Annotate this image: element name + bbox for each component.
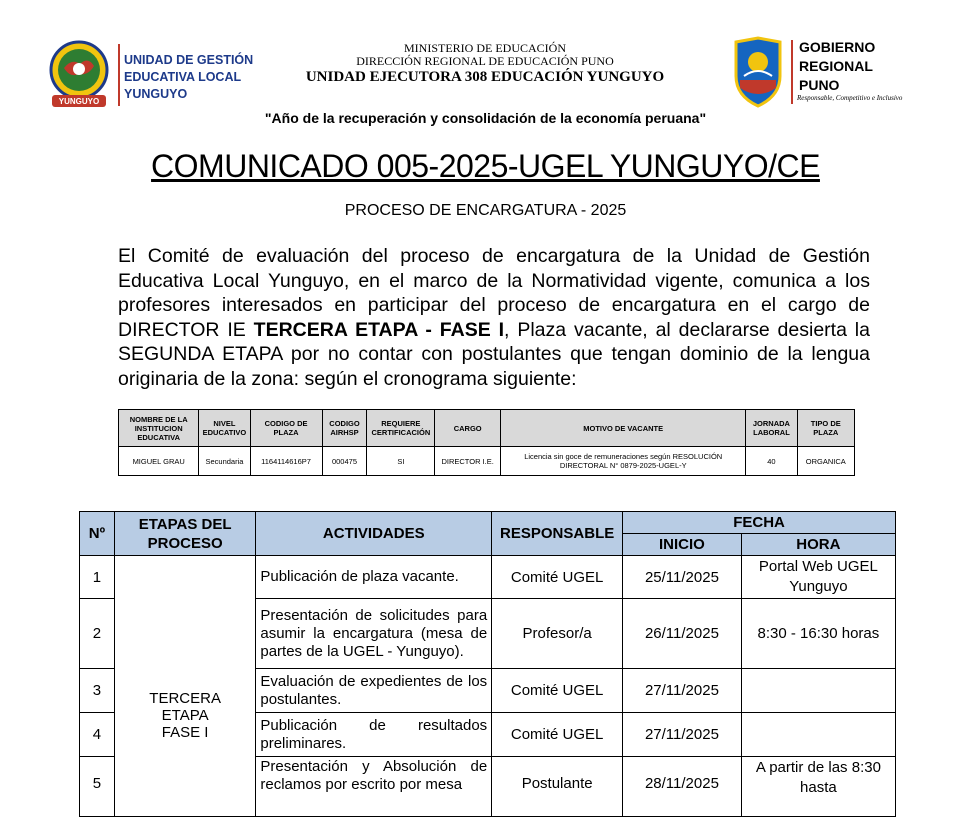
document-title: COMUNICADO 005-2025-UGEL YUNGUYO/CE <box>151 148 820 184</box>
row-num: 5 <box>80 757 115 817</box>
col-num: Nº <box>80 512 115 556</box>
row-time: A partir de las 8:30 hasta <box>741 757 895 817</box>
col-start: INICIO <box>623 534 742 556</box>
col-time: HORA <box>741 534 895 556</box>
cell-level: Secundaria <box>199 447 250 476</box>
cell-jornada: 40 <box>746 447 797 476</box>
year-motto: "Año de la recuperación y consolidación de la economía peruana" <box>264 110 707 126</box>
schedule-header-row <box>80 512 896 534</box>
row-num: 3 <box>80 669 115 713</box>
row-start: 27/11/2025 <box>623 669 742 713</box>
row-responsible: Comité UGEL <box>492 669 623 713</box>
col-cargo: CARGO <box>435 410 501 447</box>
row-activity: Publicación de plaza vacante. <box>256 556 492 599</box>
row-num: 4 <box>80 713 115 757</box>
cell-plaza-code: 1164114616P7 <box>250 447 322 476</box>
cell-certification: SI <box>367 447 435 476</box>
col-responsible: RESPONSABLE <box>492 512 623 556</box>
col-institution: NOMBRE DE LA INSTITUCION EDUCATIVA <box>119 410 199 447</box>
col-date: FECHA <box>623 512 896 534</box>
cell-tipo: ORGANICA <box>797 447 854 476</box>
vacancy-table <box>118 409 855 476</box>
cell-cargo: DIRECTOR I.E. <box>435 447 501 476</box>
document-subtitle: PROCESO DE ENCARGATURA - 2025 <box>344 202 627 219</box>
ugel-separator <box>118 44 120 106</box>
cell-motivo: Licencia sin goce de remuneraciones según RESOLUCIÓN DIRECTORAL N° 0879-2025-UGEL-Y <box>501 447 746 476</box>
cell-institution: MIGUEL GRAU <box>119 447 199 476</box>
gob-separator <box>791 40 793 104</box>
ugel-name: UNIDAD DE GESTIÓN EDUCATIVA LOCAL YUNGUYO <box>124 53 254 101</box>
institution-header <box>270 42 700 87</box>
col-jornada: JORNADA LABORAL <box>746 410 797 447</box>
col-tipo: TIPO DE PLAZA <box>797 410 854 447</box>
col-airhsp: CODIGO AIRHSP <box>322 410 367 447</box>
row-start: 28/11/2025 <box>623 757 742 817</box>
row-activity: Presentación de solicitudes para asumir la encargatura (mesa de partes de la UGEL - Yunguyo). <box>256 599 492 669</box>
row-responsible: Postulante <box>492 757 623 817</box>
ugel-logo <box>48 40 110 110</box>
vacancy-table-header <box>119 410 855 447</box>
row-activity: Presentación y Absolución de reclamos por escrito por mesa <box>256 757 492 817</box>
row-time <box>741 713 895 757</box>
row-time <box>741 669 895 713</box>
cell-airhsp: 000475 <box>322 447 367 476</box>
col-certification: REQUIERE CERTIFICACIÓN <box>367 410 435 447</box>
row-start: 25/11/2025 <box>623 556 742 599</box>
col-level: NIVEL EDUCATIVO <box>199 410 250 447</box>
gobierno-regional-name: GOBIERNO REGIONAL PUNO <box>799 39 876 93</box>
row-start: 27/11/2025 <box>623 713 742 757</box>
schedule-table <box>79 511 896 817</box>
svg-text:YUNGUYO: YUNGUYO <box>58 97 100 106</box>
gobierno-slogan: Responsable, Competitivo e Inclusivo <box>797 94 903 102</box>
col-stage: ETAPAS DEL PROCESO <box>114 512 255 556</box>
col-plaza-code: CODIGO DE PLAZA <box>250 410 322 447</box>
col-motivo: MOTIVO DE VACANTE <box>501 410 746 447</box>
executing-unit: UNIDAD EJECUTORA 308 EDUCACIÓN YUNGUYO <box>305 69 665 85</box>
col-activities: ACTIVIDADES <box>256 512 492 556</box>
row-activity: Publicación de resultados preliminares. <box>256 713 492 757</box>
row-responsible: Profesor/a <box>492 599 623 669</box>
row-responsible: Comité UGEL <box>492 713 623 757</box>
regional-directorate: DIRECCIÓN REGIONAL DE EDUCACIÓN PUNO <box>356 54 614 68</box>
announcement-paragraph: El Comité de evaluación del proceso de encargatura de la Unidad de Gestión Educativa Local Yunguyo, en el marco de la Normatividad vigente, comunica a los profesores interesados en participar del proceso de encargatura en el cargo de DIRECTOR IE TERCERA ETAPA - FASE I, Plaza vacante, al declararse desierta la SEGUNDA ETAPA por no contar con postulantes que tengan dominio de la lengua originaria de la zona: según el cronograma siguiente: <box>118 245 870 390</box>
table-row <box>119 447 855 476</box>
gobierno-regional-logo <box>730 36 786 108</box>
stage-cell: TERCERA ETAPA FASE I <box>114 556 255 817</box>
row-responsible: Comité UGEL <box>492 556 623 599</box>
row-num: 1 <box>80 556 115 599</box>
row-activity: Evaluación de expedientes de los postulantes. <box>256 669 492 713</box>
row-start: 26/11/2025 <box>623 599 742 669</box>
row-time: Portal Web UGEL Yunguyo <box>741 556 895 599</box>
table-row <box>80 556 896 599</box>
ministry-name: MINISTERIO DE EDUCACIÓN <box>404 41 566 55</box>
row-num: 2 <box>80 599 115 669</box>
row-time: 8:30 - 16:30 horas <box>741 599 895 669</box>
